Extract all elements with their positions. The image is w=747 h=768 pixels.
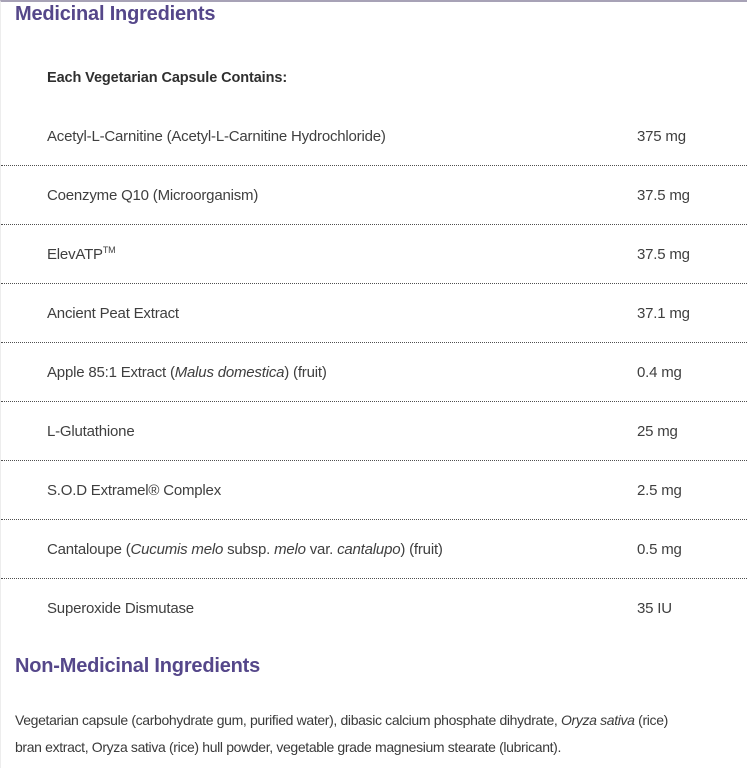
text: Cantaloupe ( — [47, 540, 131, 558]
ingredient-name — [47, 482, 637, 499]
ingredient-name — [47, 305, 637, 322]
text: ) (fruit) — [400, 540, 443, 558]
table-row — [1, 343, 747, 402]
text: L-Glutathione — [47, 422, 135, 440]
table-row — [1, 166, 747, 225]
superscript-text: TM — [102, 244, 116, 255]
ingredient-amount: 35 IU — [637, 600, 672, 617]
italic-text: Oryza sativa — [561, 712, 635, 728]
ingredients-panel — [1, 3, 747, 761]
medicinal-ingredients-heading: Medicinal Ingredients — [15, 3, 216, 25]
ingredient-name — [47, 541, 637, 558]
table-header-capsule-contains: Each Vegetarian Capsule Contains: — [47, 70, 288, 86]
ingredient-amount: 0.5 mg — [637, 540, 682, 558]
text: subsp. — [223, 540, 275, 558]
ingredient-amount: 37.5 mg — [637, 186, 690, 204]
ingredient-name — [47, 128, 637, 145]
non-medicinal-text — [15, 707, 737, 761]
table-row — [1, 461, 747, 520]
text: S.O.D Extramel® Complex — [47, 481, 221, 499]
text: ElevATP — [47, 245, 103, 263]
italic-text: cantalupo — [337, 540, 401, 558]
italic-text: Malus domestica — [174, 363, 285, 381]
ingredients-table — [1, 107, 747, 638]
ingredient-amount: 37.1 mg — [637, 304, 690, 322]
ingredient-amount: 25 mg — [637, 422, 678, 440]
ingredient-amount: 0.4 mg — [637, 363, 682, 381]
ingredient-name — [47, 364, 637, 381]
ingredient-amount: 2.5 mg — [637, 481, 682, 499]
text: Acetyl-L-Carnitine (Acetyl-L-Carnitine Hydrochloride) — [47, 127, 386, 145]
ingredient-name — [47, 423, 637, 440]
table-row — [1, 284, 747, 343]
table-row — [1, 402, 747, 461]
table-row — [1, 579, 747, 638]
text: var. — [305, 540, 338, 558]
text: ) (fruit) — [284, 363, 327, 381]
text: Apple 85:1 Extract ( — [47, 363, 175, 381]
text: bran extract, Oryza sativa (rice) hull powder, vegetable grade magnesium stearate (lubricant). — [15, 739, 562, 755]
text: Ancient Peat Extract — [47, 304, 179, 322]
text: Superoxide Dismutase — [47, 600, 194, 617]
text: (rice) — [634, 712, 668, 728]
ingredient-name — [47, 187, 637, 204]
italic-text: Cucumis melo — [130, 540, 224, 558]
table-row — [1, 107, 747, 166]
text: Vegetarian capsule (carbohydrate gum, purified water), dibasic calcium phosphate dihydrate, — [15, 712, 562, 728]
table-row — [1, 225, 747, 284]
italic-text: melo — [274, 540, 306, 558]
table-row — [1, 520, 747, 579]
ingredient-amount: 375 mg — [637, 127, 686, 145]
ingredient-name — [47, 600, 637, 617]
text: Coenzyme Q10 (Microorganism) — [47, 186, 259, 204]
non-medicinal-ingredients-heading: Non-Medicinal Ingredients — [15, 655, 261, 677]
ingredient-amount: 37.5 mg — [637, 245, 690, 263]
ingredient-name — [47, 246, 637, 263]
